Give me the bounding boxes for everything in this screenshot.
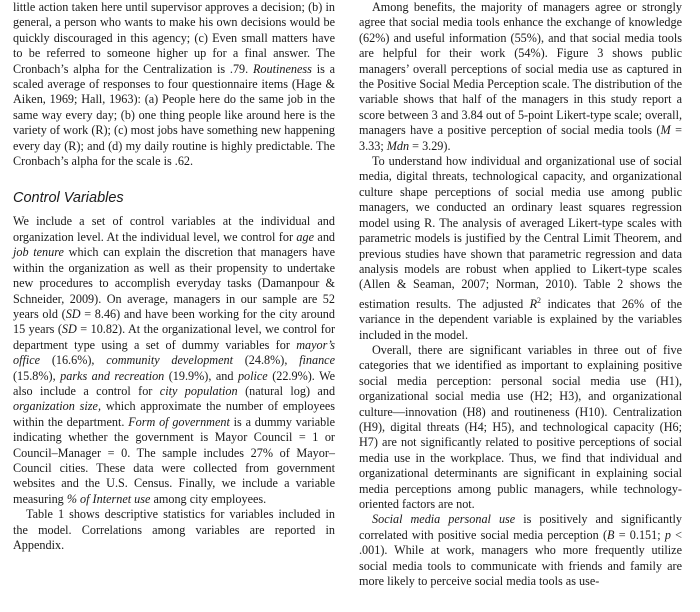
term-r-squared: R [529,296,538,311]
text-run: (19.9%), and [168,368,234,383]
term-city-population: city population [159,383,238,398]
term-age: age [296,229,315,244]
paragraph-personal-use [359,512,682,589]
text-run: indicates that 26% of the variance in the dependent variable is explained by the variables included in the model. [359,296,683,342]
text-run: which approximate the number of employees within the department. [13,399,335,429]
term-community-development: community development [106,353,233,368]
paragraph-overall: Overall, there are significant variables in three out of five categories that we identified as important to explaining positive social media perception: personal social media use (H1), organizational social media use (H2; H3), and organizational culture—innovation (H8) and routineness (H10). Centralization (H9), digital threats (H4; H5), and technological capacity (H6; H7) are not significantly related to positive perceptions of social media use in the workplace. Thus, we find that individual and organizational determinants are significant in explaining social media perceptions among public managers, while technology-oriented factors are not. [359,343,682,512]
text-run: To understand how individual and organizational use of social media, digital threats, technological capacity, and organizational culture shape perceptions of social media use among public managers, we conducted an ordinary least squares regression model using R. The analysis of averaged Likert-type scales with parametric models is justified by the Central Limit Theorem, and previous studies have shown that parametric regression and data analysis models are robust when applied to Likert-type scales (Allen & Seaman, 2007; Norman, 2010). Table 2 shows the estimation results. The adjusted [359,154,682,311]
term-social-media-personal-use: Social media personal use [372,512,516,527]
term-form-of-government: Form of government [128,414,230,429]
term-sd: SD [61,322,77,337]
paragraph-centralization-routineness [13,0,335,169]
text-run: = 0.151; [618,527,661,542]
paragraph-control-variables [13,214,335,507]
term-sd: SD [65,306,81,321]
superscript-2: 2 [537,295,542,305]
text-run: which can explain the discretion that managers have within the organization as well as their propensity to undertake new procedures to accomplish everyday tasks (Damanpour & Schneider, 2009). On average, managers in our sample are 52 years old ( [13,245,336,321]
text-run: = 10.82). At the organizational level, we control for department type using a set of dummy variables for [13,322,335,352]
term-routineness: Routineness [252,61,312,76]
term-job-tenure: job tenure [13,245,64,260]
text-run: little action taken here until supervisor approves a decision; (b) in general, a person who wants to make his own decisions would be quickly discouraged in this agency; (c) Even small matters have to be referred to someone higher up for a final answer. The Cronbach’s alpha for the Centralization is .79. [13,0,335,76]
term-mean: M [660,123,671,138]
text-run: = 3.33; [359,123,683,153]
text-run: Among benefits, the majority of managers agree or strongly agree that social media tools enhance the exchange of knowledge (62%) and useful information (55%), and that social media tools are helpful for their work (54%). Figure 3 shows public managers’ overall perceptions of social media use as captured in the Positive Social Media Perception scale. The distribution of the variable shows that half of the managers in this study report a score between 3 and 3.84 out of 5-point Likert-type scale; overall, managers have a positive perception of social media tools ( [359,0,682,138]
text-run: (24.8%), [244,353,288,368]
term-parks-recreation: parks and recreation [60,368,165,383]
text-run: is positively and significantly correlated with positive social media perception ( [359,512,682,542]
paragraph-table1: Table 1 shows descriptive statistics for variables included in the model. Correlations among variables are reported in Appendix. [13,507,335,552]
term-finance: finance [299,353,335,368]
paragraph-benefits [359,0,682,154]
text-run: < .001). While at work, managers who more frequently utilize social media tools to communicate with friends and family are more likely to perceive social media tools as use- [359,527,683,589]
text-run: (16.6%), [51,353,95,368]
text-run: and [317,229,336,244]
text-run: among city employees. [153,491,267,506]
right-column [359,0,682,590]
text-run: (22.9%). We also include a control for [13,368,336,398]
text-run: is a dummy variable indicating whether the government is Mayor Council = 1 or Council–Manager = 0. The sample includes 27% of Mayor–Council cities. These data were collected from government websites and the U.S. Census. Finally, we include a variable measuring [13,414,336,506]
text-run: = 3.29). [412,138,451,153]
term-mayors-office: mayor’s office [13,337,336,368]
text-run: (15.8%), [13,368,56,383]
term-b: B [607,527,615,542]
text-run: (natural log) and [245,383,336,398]
paragraph-regression [359,154,682,343]
left-column [13,0,335,553]
term-organization-size: organization size, [13,399,101,414]
text-run: is a scaled average of responses to four questionnaire items (Hage & Aiken, 1969; Hall, 1963): (a) People here do the same job in the same way every day; (b) one thing people like around here is the variety of work (R); (c) most jobs have something new happening every day (R); and (d) my daily routine is highly predictable. The Cronbach’s alpha for the scale is .62. [13,61,336,169]
text-run: We include a set of control variables at the individual and organization level. At the individual level, we control for [13,214,335,244]
text-run: = 8.46) and have been working for the city around 15 years ( [13,306,335,337]
term-p: p [664,527,671,542]
section-heading-control-variables: Control Variables [13,190,124,207]
term-internet-use: % of Internet use [66,491,151,506]
term-police: police [237,368,268,383]
term-median: Mdn [386,138,410,153]
